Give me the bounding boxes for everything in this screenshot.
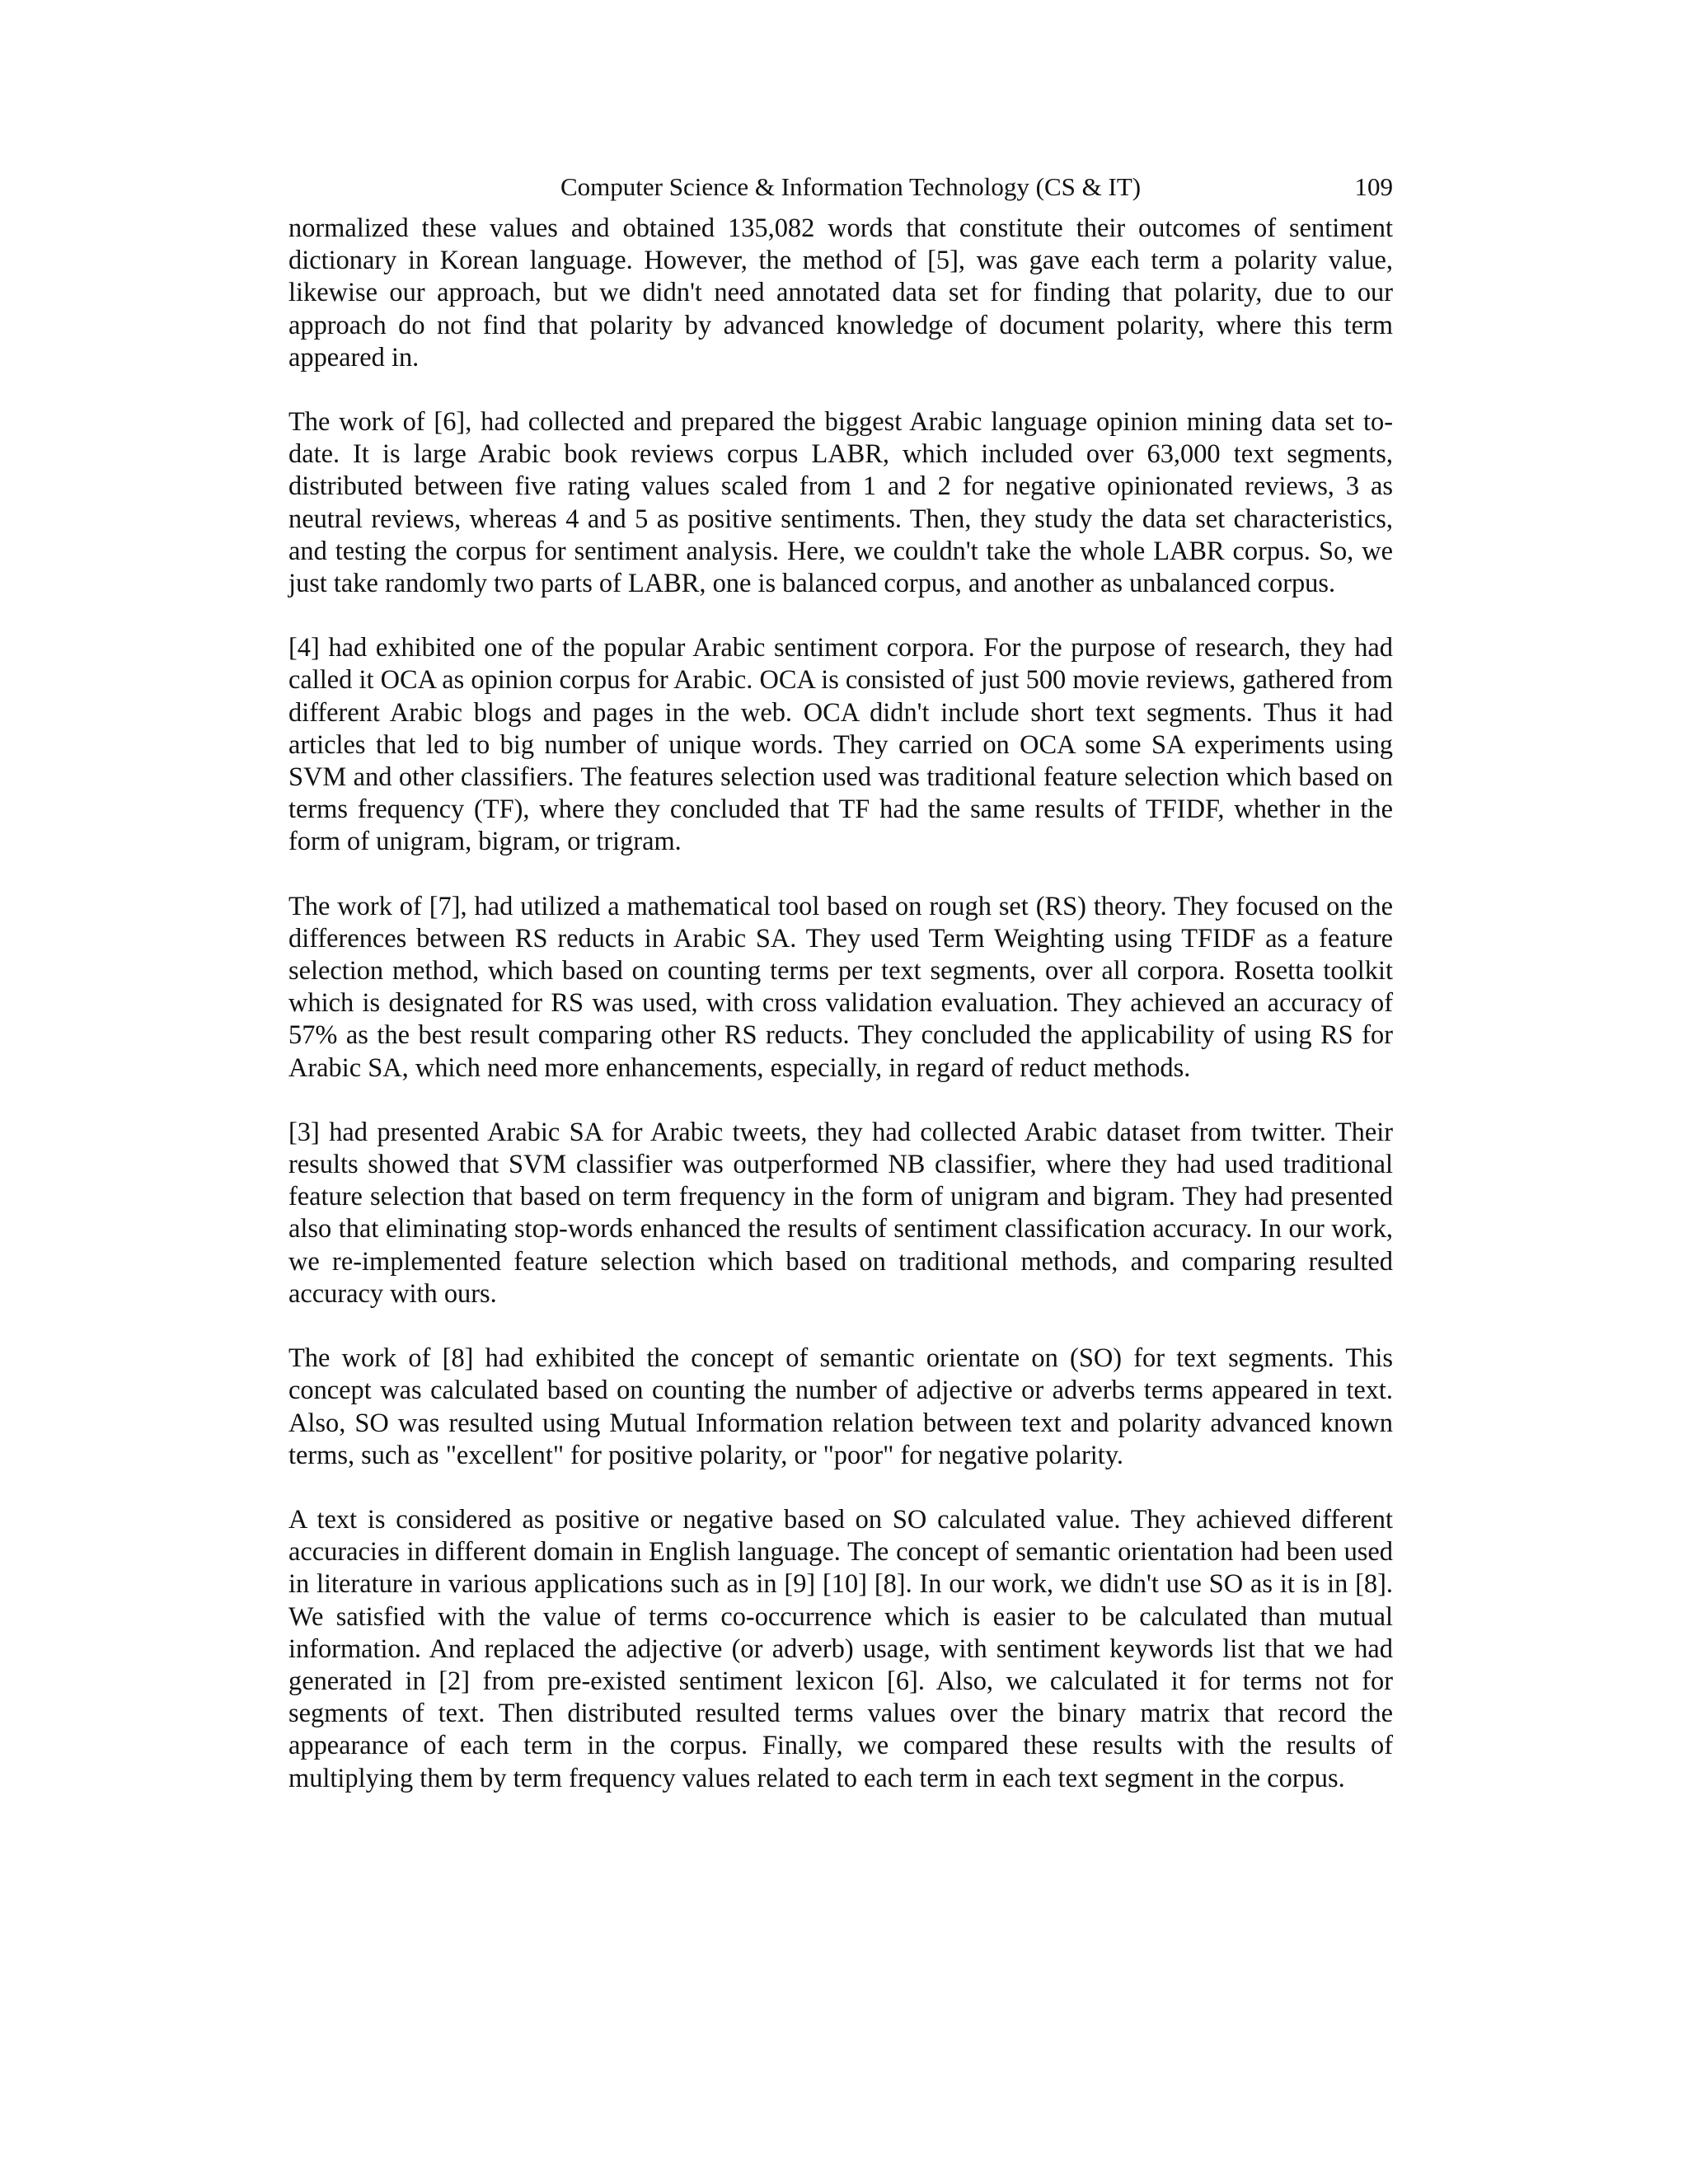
paragraph-semantic-orientation: The work of [8] had exhibited the concept of semantic orientate on (SO) for text segments. This concept was calculated based on counting the number of adjective or adverbs terms appeared in text. Also, SO was resulted using Mutual Information relation between text and polarity advanced known terms, such as "excellent" for positive polarity, or "poor" for negative polarity. [288,1343,1393,1470]
journal-title: Computer Science & Information Technology (CS & IT) [560,172,1142,201]
paragraph-so-accuracy: A text is considered as positive or negative based on SO calculated value. They achieved different accuracies in different domain in English language. The concept of semantic orientation had been used in literature in various applications such as in [9] [10] [8]. In our work, we didn't use SO as it is in [8]. We satisfied with the value of terms co-occurrence which is easier to be calculated than mutual information. And replaced the adjective (or adverb) usage, with sentiment keywords list that we had generated in [2] from pre-existed sentiment lexicon [6]. Also, we calculated it for terms not for segments of text. Then distributed resulted terms values over the binary matrix that record the appearance of each term in the corpus. Finally, we compared these results with the results of multiplying them by term frequency values related to each term in each text segment in the corpus. [288,1504,1393,1793]
paragraph-arabic-tweets: [3] had presented Arabic SA for Arabic tweets, they had collected Arabic dataset from twitter. Their results showed that SVM classifier was outperformed NB classifier, where they had used traditional feature selection that based on term frequency in the form of unigram and bigram. They had presented also that eliminating stop-words enhanced the results of sentiment classification accuracy. In our work, we re-implemented feature selection which based on traditional methods, and comparing resulted accuracy with ours. [288,1117,1393,1309]
running-header [288,169,1393,205]
paragraph-labr-corpus: The work of [6], had collected and prepared the biggest Arabic language opinion mining data set to-date. It is large Arabic book reviews corpus LABR, which included over 63,000 text segments, distributed between five rating values scaled from 1 and 2 for negative opinionated reviews, 3 as neutral reviews, whereas 4 and 5 as positive sentiments. Then, they study the data set characteristics, and testing the corpus for sentiment analysis. Here, we couldn't take the whole LABR corpus. So, we just take randomly two parts of LABR, one is balanced corpus, and another as unbalanced corpus. [288,407,1393,599]
paragraph-oca-corpus: [4] had exhibited one of the popular Arabic sentiment corpora. For the purpose of research, they had called it OCA as opinion corpus for Arabic. OCA is consisted of just 500 movie reviews, gathered from different Arabic blogs and pages in the web. OCA didn't include short text segments. Thus it had articles that led to big number of unique words. They carried on OCA some SA experiments using SVM and other classifiers. The features selection used was traditional feature selection which based on terms frequency (TF), where they concluded that TF had the same results of TFIDF, whether in the form of unigram, bigram, or trigram. [288,633,1393,857]
paragraph-sentiment-dictionary: normalized these values and obtained 135,082 words that constitute their outcomes of sentiment dictionary in Korean language. However, the method of [5], was gave each term a polarity value, likewise our approach, but we didn't need annotated data set for finding that polarity, due to our approach do not find that polarity by advanced knowledge of document polarity, where this term appeared in. [288,213,1393,373]
paragraph-rough-set: The work of [7], had utilized a mathematical tool based on rough set (RS) theory. They focused on the differences between RS reducts in Arabic SA. They used Term Weighting using TFIDF as a feature selection method, which based on counting terms per text segments, over all corpora. Rosetta toolkit which is designated for RS was used, with cross validation evaluation. They achieved an accuracy of 57% as the best result comparing other RS reducts. They concluded the applicability of using RS for Arabic SA, which need more enhancements, especially, in regard of reduct methods. [288,891,1393,1083]
page-number: 109 [1354,172,1393,201]
body-text [288,213,1393,1795]
